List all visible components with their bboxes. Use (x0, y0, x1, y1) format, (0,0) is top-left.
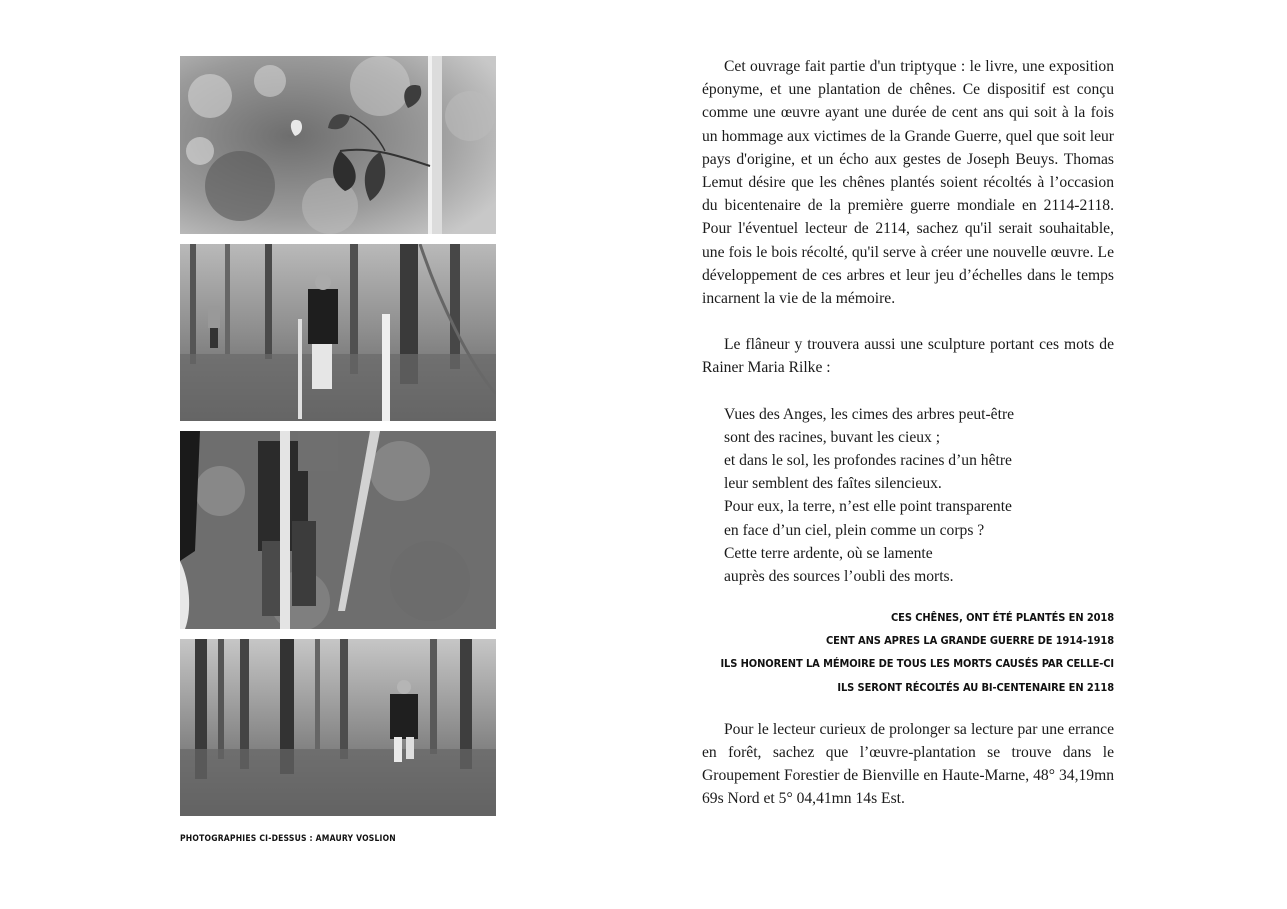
poem-line: et dans le sol, les profondes racines d’un hêtre (724, 452, 1012, 470)
poem-line: Cette terre ardente, où se lamente (724, 544, 933, 562)
poem-line: Vues des Anges, les cimes des arbres peut-être (724, 405, 1015, 423)
photo-people-planting-image (180, 244, 496, 421)
photo-credit: PHOTOGRAPHIES CI-DESSUS : AMAURY VOSLION (180, 834, 396, 844)
photo-people-planting (180, 244, 496, 421)
paragraph-location: Pour le lecteur curieux de prolonger sa lecture par une errance en forêt, sachez que l’œuvre-plantation se trouve dans le Groupement Forestier de Bienville en Haute-Marne, 48° 34,19mn 69s Nord et 5° 04,41mn 14s Est. (702, 720, 1114, 808)
poem-line: Pour eux, la terre, n’est elle point transparente (724, 498, 1012, 516)
photo-man-walking-image (180, 639, 496, 816)
photo-legs-planting (180, 431, 496, 629)
inscription-line: CES CHÊNES, ONT ÉTÉ PLANTÉS EN 2018 (891, 611, 1114, 625)
poem-line: sont des racines, buvant les cieux ; (724, 428, 941, 446)
poem-line: auprès des sources l’oubli des morts. (724, 568, 954, 586)
paragraph-triptyque: Cet ouvrage fait partie d'un triptyque : le livre, une exposition éponyme, et une plantation de chênes. Ce dispositif est conçu comme une œuvre ayant une durée de cent ans qui soit à la fois un hommage aux victimes de la Grande Guerre, quel que soit leur pays d'origine, et un écho aux gestes de Joseph Beuys. Thomas Lemut désire que les chênes plantés soient récoltés à l’occasion du bicentenaire de la première guerre mondiale en 2114-2118. Pour l'éventuel lecteur de 2114, sachez qu'il serait souhaitable, une fois le bois récolté, qu'il serve à créer une nouvelle œuvre. Le développement de ces arbres et leur jeu d’échelles dans le temps incarnent la vie de la mémoire. (702, 58, 1114, 308)
rilke-poem (724, 403, 1114, 589)
paragraph-rilke-intro: Le flâneur y trouvera aussi une sculpture portant ces mots de Rainer Maria Rilke : (702, 336, 1114, 377)
inscription-block (702, 606, 1114, 698)
inscription-line: CENT ANS APRES LA GRANDE GUERRE DE 1914-1918 (826, 634, 1114, 648)
photo-leaf-on-stake-image (180, 56, 496, 234)
poem-line: leur semblent des faîtes silencieux. (724, 475, 942, 493)
text-column (702, 55, 1114, 810)
inscription-line: ILS SERONT RÉCOLTÉS AU BI-CENTENAIRE EN 2118 (837, 680, 1114, 694)
photo-leaf-on-stake (180, 56, 496, 234)
inscription-line: ILS HONORENT LA MÉMOIRE DE TOUS LES MORTS CAUSÉS PAR CELLE-CI (720, 657, 1114, 671)
photo-man-walking (180, 639, 496, 816)
poem-line: en face d’un ciel, plein comme un corps ? (724, 521, 985, 539)
photo-legs-planting-image (180, 431, 496, 629)
